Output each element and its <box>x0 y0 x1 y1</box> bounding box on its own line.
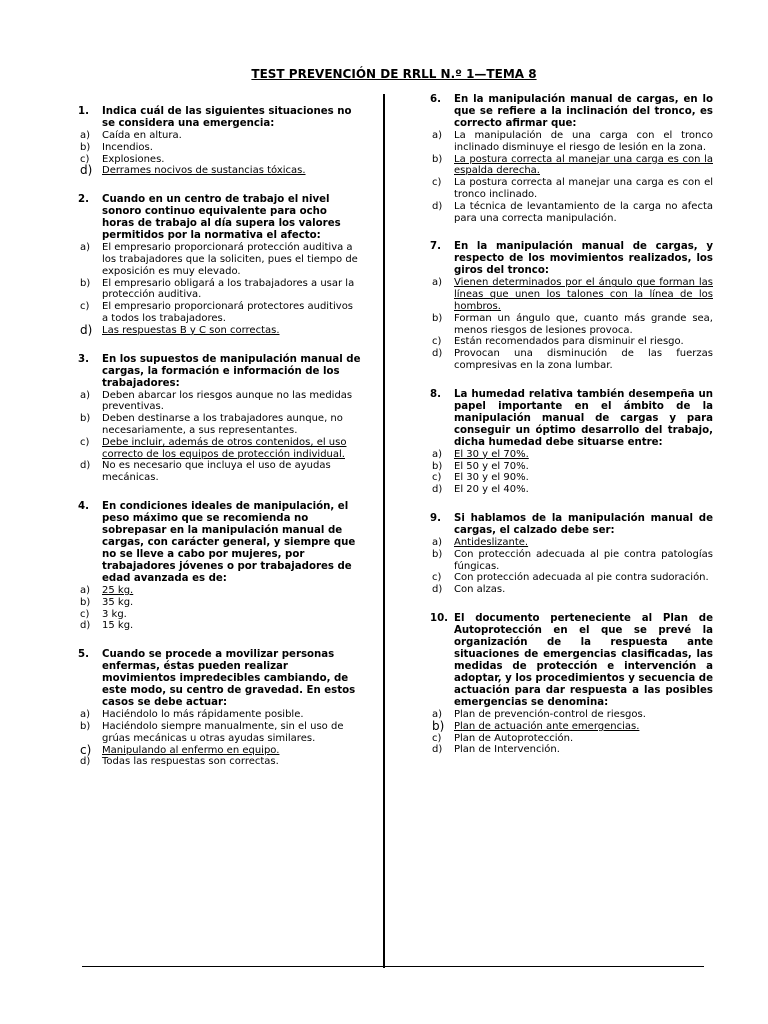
option-text: Deben abarcar los riesgos aunque no las medidas preventivas. <box>102 389 353 413</box>
option-text: Deben destinarse a los trabajadores aunque, no necesariamente, a sus representantes. <box>102 413 343 436</box>
question-stem <box>78 649 362 709</box>
correct-answer-underline: Debe incluir, además de otros contenidos, el uso correcto de los equipos de protección individual. <box>102 436 347 460</box>
option-letter: c) <box>80 436 90 448</box>
question-8 <box>430 389 713 496</box>
question-text: En la manipulación manual de cargas, en lo que se refiere a la inclinación del tronco, es correcto afirmar que: <box>454 94 713 129</box>
option-letter: d) <box>432 744 443 756</box>
answer-option <box>432 130 713 154</box>
option-letter: b) <box>80 141 91 153</box>
option-letter: a) <box>432 130 443 141</box>
option-list <box>78 242 362 336</box>
option-text-correct <box>102 585 362 597</box>
answer-option <box>80 742 362 757</box>
option-letter: c) <box>80 608 90 620</box>
option-text: El 30 y el 90%. <box>454 472 529 484</box>
answer-option <box>432 449 713 461</box>
option-list <box>430 449 713 496</box>
option-letter: a) <box>80 130 91 141</box>
option-text: La manipulación de una carga con el tronco inclinado disminuye el riesgo de lesión en la zona. <box>454 130 713 153</box>
option-letter: b) <box>432 153 443 165</box>
left-column <box>78 106 362 785</box>
question-stem <box>78 354 362 390</box>
column-divider <box>383 94 385 968</box>
option-text-correct <box>454 154 713 178</box>
option-text: Con alzas. <box>454 584 506 596</box>
option-text: 3 kg. <box>102 608 127 620</box>
option-text: El empresario proporcionará protectores auditivos a todos los trabajadores. <box>102 301 354 324</box>
answer-option <box>432 177 713 201</box>
option-text: Explosiones. <box>102 153 165 165</box>
option-text-correct <box>454 277 713 312</box>
answer-option <box>80 597 362 609</box>
answer-option <box>432 733 713 745</box>
correct-answer-underline: Plan de actuación ante emergencias. <box>454 720 640 732</box>
option-text: La técnica de levantamiento de la carga no afecta para una correcta manipulación. <box>454 200 713 224</box>
option-text-correct <box>102 165 362 177</box>
option-letter: b) <box>432 548 443 560</box>
option-text: Plan de Autoprotección. <box>454 732 574 744</box>
correct-answer-underline: El 30 y el 70%. <box>454 448 529 460</box>
option-text: Forman un ángulo que, cuanto más grande sea, menos riesgos de lesiones provoca. <box>454 312 713 336</box>
question-number: 5. <box>78 649 89 661</box>
question-text: En condiciones ideales de manipulación, el peso máximo que se recomienda no sobrepasar en la manipulación manual de cargas, con carácter general, y siempre que no se lleve a cabo por mujeres, por trabajadores jóvenes o por trabajadores de edad avanzada es de: <box>102 500 356 584</box>
option-letter: d) <box>80 620 91 632</box>
option-letter: c) <box>432 472 442 484</box>
answer-option <box>80 130 362 142</box>
option-letter: a) <box>432 448 443 460</box>
question-stem <box>430 94 713 130</box>
question-2 <box>78 194 362 336</box>
question-stem <box>430 513 713 537</box>
option-text: 15 kg. <box>102 620 134 632</box>
answer-option <box>432 584 713 596</box>
option-letter: b) <box>432 460 443 472</box>
option-letter: b) <box>80 413 91 425</box>
option-text: Plan de Intervención. <box>454 744 560 756</box>
option-text: El 50 y el 70%. <box>454 460 529 472</box>
option-list <box>78 585 362 632</box>
option-text: Incendios. <box>102 141 153 153</box>
option-text-correct <box>102 437 362 461</box>
question-3 <box>78 354 362 484</box>
question-10 <box>430 613 713 756</box>
question-4 <box>78 501 362 632</box>
option-list <box>430 130 713 224</box>
question-text: Si hablamos de la manipulación manual de cargas, el calzado debe ser: <box>454 512 713 536</box>
question-text: Cuando se procede a movilizar personas enfermas, éstas pueden realizar movimientos impredecibles cambiando, de este modo, su centro de gravedad. En estos casos se debe actuar: <box>102 649 356 709</box>
question-stem <box>78 501 362 585</box>
answer-option <box>432 572 713 584</box>
answer-option <box>432 201 713 225</box>
question-text: En los supuestos de manipulación manual de cargas, la formación e información de los trabajadores: <box>102 353 361 389</box>
answer-option <box>432 277 713 312</box>
option-letter: c) <box>432 336 442 348</box>
option-letter: c) <box>432 732 442 744</box>
correct-answer-underline: Antideslizante. <box>454 536 529 548</box>
option-text: Provocan una disminución de las fuerzas compresivas en la zona lumbar. <box>454 348 713 371</box>
answer-option <box>432 718 713 733</box>
answer-option <box>80 154 362 166</box>
option-letter: d) <box>432 200 443 212</box>
option-text: Están recomendados para disminuir el riesgo. <box>454 336 684 348</box>
option-text: La postura correcta al manejar una carga es con el tronco inclinado. <box>454 177 713 200</box>
question-stem <box>78 106 362 130</box>
option-list <box>430 537 713 596</box>
question-text: Cuando en un centro de trabajo el nivel sonoro continuo equivalente para ocho horas de trabajo al día supera los valores permitidos por la normativa el afecto: <box>102 194 341 242</box>
bottom-rule <box>82 966 704 967</box>
option-list <box>430 709 713 756</box>
answer-option <box>80 413 362 437</box>
question-text: La humedad relativa también desempeña un papel importante en el ámbito de la manipulación manual de cargas y para conseguir un óptimo desarrollo del trabajo, dicha humedad debe situarse entre: <box>454 388 713 448</box>
answer-option <box>80 721 362 745</box>
question-6 <box>430 94 713 224</box>
answer-option <box>432 472 713 484</box>
option-letter: b) <box>80 277 91 289</box>
option-text: El 20 y el 40%. <box>454 484 529 496</box>
option-letter: c) <box>432 177 442 189</box>
option-letter: c) <box>80 153 90 165</box>
question-9 <box>430 513 713 596</box>
answer-option <box>80 322 362 337</box>
question-number: 8. <box>430 388 441 400</box>
option-letter: b) <box>432 718 445 733</box>
answer-option <box>80 390 362 414</box>
option-letter: d) <box>432 584 443 596</box>
option-text: El empresario proporcionará protección auditiva a los trabajadores que la soliciten, pues el tiempo de exposición es muy elevado. <box>102 242 358 277</box>
answer-option <box>432 537 713 549</box>
question-number: 4. <box>78 500 89 512</box>
option-text-correct <box>102 745 362 757</box>
option-text: 35 kg. <box>102 596 134 608</box>
answer-option <box>80 460 362 484</box>
option-text: Haciéndolo lo más rápidamente posible. <box>102 709 304 721</box>
option-letter: a) <box>80 584 91 596</box>
option-list <box>78 390 362 484</box>
answer-option <box>80 242 362 277</box>
option-letter: d) <box>80 322 93 337</box>
option-text: Con protección adecuada al pie contra sudoración. <box>454 572 709 584</box>
option-letter: a) <box>80 389 91 401</box>
option-letter: a) <box>432 708 443 720</box>
option-text: Caída en altura. <box>102 130 182 141</box>
option-letter: a) <box>80 242 91 254</box>
answer-option <box>80 585 362 597</box>
question-number: 10. <box>430 612 449 624</box>
option-text: Con protección adecuada al pie contra patologías fúngicas. <box>454 548 713 572</box>
option-text-correct <box>102 325 362 337</box>
answer-option <box>432 154 713 178</box>
answer-option <box>80 142 362 154</box>
option-letter: a) <box>432 536 443 548</box>
question-number: 6. <box>430 94 441 105</box>
question-number: 2. <box>78 194 89 206</box>
question-stem <box>430 389 713 449</box>
question-number: 3. <box>78 353 89 365</box>
answer-option <box>80 756 362 768</box>
option-letter: d) <box>80 756 91 768</box>
question-number: 7. <box>430 241 441 253</box>
option-letter: a) <box>432 277 443 289</box>
option-text-correct <box>454 721 713 733</box>
correct-answer-underline: Manipulando al enfermo en equipo. <box>102 744 280 756</box>
answer-option <box>432 348 713 372</box>
answer-option <box>80 437 362 461</box>
question-text: El documento perteneciente al Plan de Autoprotección en el que se prevé la organización de la respuesta ante situaciones de emergencias clasificadas, las medidas de protección e intervención a adoptar, y los procedimientos y secuencia de actuación para dar respuesta a las posibles emergencias se denomina: <box>454 612 713 708</box>
answer-option <box>80 301 362 325</box>
option-letter: d) <box>80 460 91 472</box>
option-letter: b) <box>432 312 443 324</box>
option-letter: c) <box>80 301 90 313</box>
option-list <box>430 277 713 371</box>
option-text: No es necesario que incluya el uso de ayudas mecánicas. <box>102 460 331 484</box>
option-letter: d) <box>432 484 443 496</box>
option-letter: b) <box>80 720 91 732</box>
answer-option <box>80 165 362 177</box>
answer-option <box>432 709 713 721</box>
answer-option <box>80 278 362 302</box>
option-text: Haciéndolo siempre manualmente, sin el uso de grúas mecánicas u otras ayudas similares. <box>102 720 344 744</box>
correct-answer-underline: Las respuestas B y C son correctas. <box>102 324 280 336</box>
answer-option <box>80 620 362 632</box>
question-stem <box>430 613 713 709</box>
answer-option <box>80 609 362 621</box>
answer-option <box>432 549 713 573</box>
correct-answer-underline: Vienen determinados por el ángulo que forman las líneas que unen los talones con la línea de los hombros. <box>454 277 713 312</box>
option-letter: d) <box>432 348 443 360</box>
answer-option <box>432 461 713 473</box>
right-column <box>430 94 713 773</box>
question-stem <box>78 194 362 242</box>
question-stem <box>430 241 713 277</box>
question-1 <box>78 106 362 177</box>
answer-option <box>432 336 713 348</box>
option-letter: c) <box>80 742 92 757</box>
question-5 <box>78 649 362 768</box>
answer-option <box>432 484 713 496</box>
option-text-correct <box>454 449 713 461</box>
option-text-correct <box>454 537 713 549</box>
option-text: Todas las respuestas son correctas. <box>102 756 279 768</box>
option-letter: a) <box>80 709 91 721</box>
question-number: 9. <box>430 512 441 524</box>
correct-answer-underline: 25 kg. <box>102 584 134 596</box>
option-text: El empresario obligará a los trabajadores a usar la protección auditiva. <box>102 277 355 301</box>
option-list <box>78 709 362 768</box>
answer-option <box>432 744 713 756</box>
question-7 <box>430 241 713 371</box>
question-number: 1. <box>78 106 89 117</box>
answer-option <box>432 313 713 337</box>
page-title: TEST PREVENCIÓN DE RRLL N.º 1—TEMA 8 <box>251 67 537 81</box>
option-letter: c) <box>432 572 442 584</box>
correct-answer-underline: La postura correcta al manejar una carga es con la espalda derecha. <box>454 153 713 177</box>
option-list <box>78 130 362 177</box>
answer-option <box>80 709 362 721</box>
option-letter: b) <box>80 596 91 608</box>
question-text: En la manipulación manual de cargas, y respecto de los movimientos realizados, los giros del tronco: <box>454 241 713 277</box>
question-text: Indica cuál de las siguientes situaciones no se considera una emergencia: <box>102 106 352 129</box>
option-letter: d) <box>80 163 93 178</box>
correct-answer-underline: Derrames nocivos de sustancias tóxicas. <box>102 165 306 177</box>
option-text: Plan de prevención-control de riesgos. <box>454 708 646 720</box>
